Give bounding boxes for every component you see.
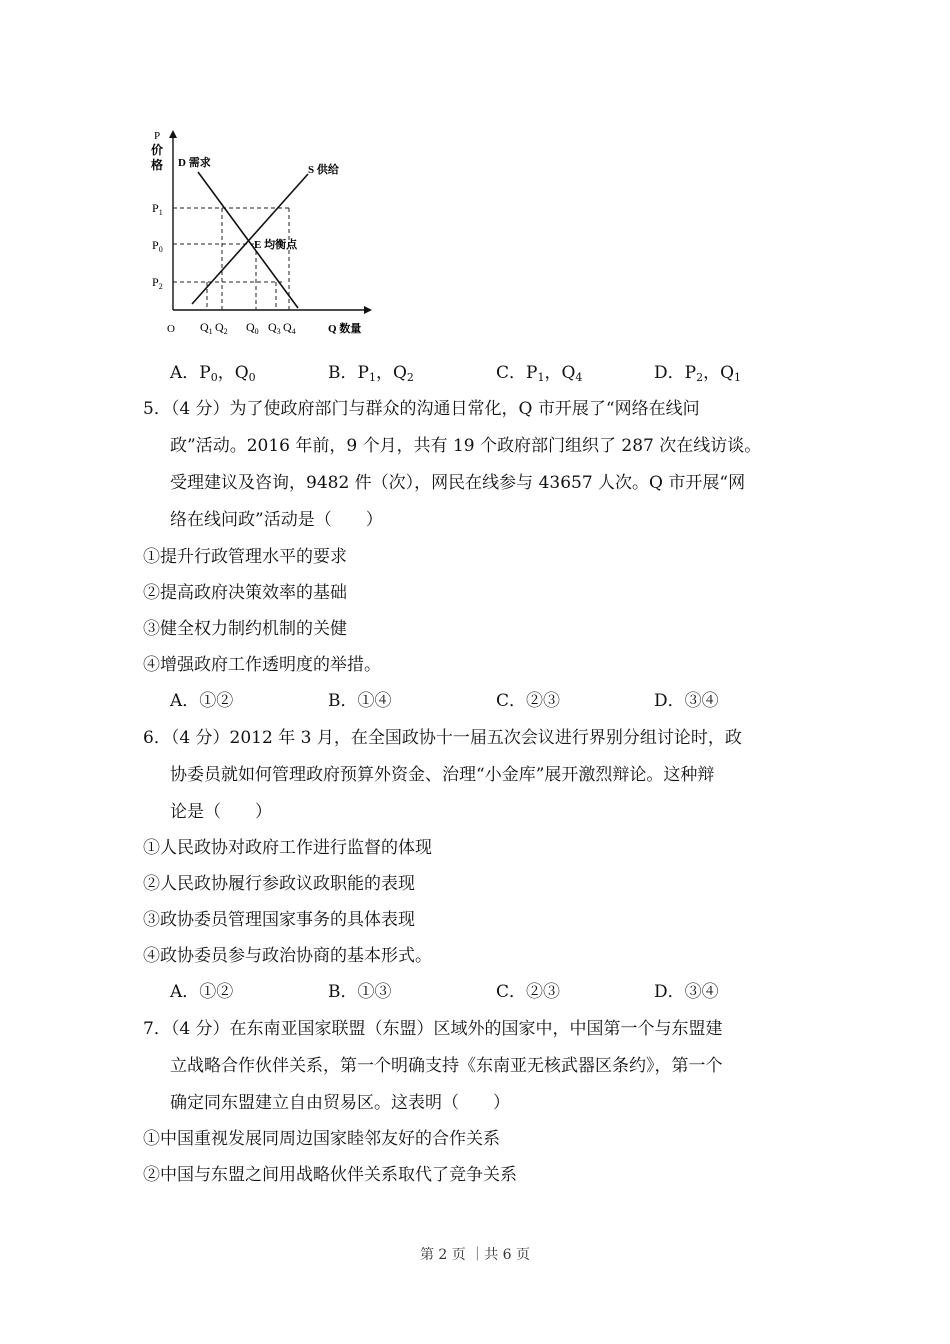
q5-text-line-3: 受理建议及咨询，9482 件（次），网民在线参与 43657 人次。Q 市开展“网 [170, 473, 746, 493]
q7-statement-2: ②中国与东盟之间用战略伙伴关系取代了竞争关系 [143, 1165, 517, 1185]
q-tick-3: $Q_3$ [268, 320, 281, 336]
x-axis-arrow [364, 306, 372, 314]
q7-text-line-3: 确定同东盟建立自由贸易区。这表明（ ） [170, 1093, 510, 1113]
q5-option-d: D．③④ [654, 691, 719, 711]
q6-statement-3: ③政协委员管理国家事务的具体表现 [143, 910, 415, 930]
q6-option-a: A．①② [170, 982, 234, 1002]
q4-option-d: D．$P_2$，$Q_1$ [654, 363, 742, 384]
graph-svg [140, 128, 380, 348]
q6-text-line-2: 协委员就如何管理政府预算外资金、治理“小金库”展开激烈辩论。这种辩 [170, 765, 715, 785]
q-tick-4: $Q_4$ [283, 320, 296, 336]
q5-statement-1: ①提升行政管理水平的要求 [143, 547, 347, 567]
curve-label-demand: D 需求 [178, 157, 211, 169]
q-tick-0: $Q_0$ [246, 320, 259, 336]
p-tick-0: $P_0$ [152, 238, 163, 254]
q4-option-c: C．$P_1$，$Q_4$ [496, 363, 583, 384]
guide-lines [173, 208, 289, 310]
y-axis-label-2: 格 [151, 158, 164, 172]
q6-text-line-1: 6．（4 分）2012 年 3 月，在全国政协十一届五次会议进行界别分组讨论时，政 [143, 728, 742, 748]
page-footer: 第 2 页 ｜共 6 页 [419, 1247, 531, 1263]
p-tick-1: $P_1$ [152, 201, 163, 217]
q5-option-b: B．①④ [328, 691, 392, 711]
q6-option-d: D．③④ [654, 982, 719, 1002]
q-tick-1: $Q_1$ [200, 320, 213, 336]
q6-option-b: B．①③ [328, 982, 392, 1002]
q4-option-a: A．$P_0$，$Q_0$ [170, 363, 256, 384]
q5-text-line-2: 政”活动。2016 年前，9 个月，共有 19 个政府部门组织了 287 次在线访谈。 [170, 436, 762, 456]
y-axis-letter: P [154, 130, 161, 142]
q6-text-line-3: 论是（ ） [170, 802, 272, 822]
q5-option-c: C．②③ [496, 691, 561, 711]
q5-statement-3: ③健全权力制约机制的关健 [143, 619, 347, 639]
q-tick-2: $Q_2$ [215, 320, 228, 336]
equilibrium-label: E 均衡点 [254, 239, 298, 251]
q4-option-b: B．$P_1$，$Q_2$ [328, 363, 414, 384]
origin-label: O [167, 323, 175, 335]
q5-statement-2: ②提高政府决策效率的基础 [143, 583, 347, 603]
curve-label-supply: S 供给 [308, 164, 339, 176]
q7-text-line-1: 7．（4 分）在东南亚国家联盟（东盟）区域外的国家中，中国第一个与东盟建 [143, 1019, 723, 1039]
p-tick-2: $P_2$ [152, 275, 163, 291]
q7-text-line-2: 立战略合作伙伴关系，第一个明确支持《东南亚无核武器区条约》，第一个 [170, 1056, 723, 1076]
q6-statement-1: ①人民政协对政府工作进行监督的体现 [143, 838, 432, 858]
q5-option-a: A．①② [170, 691, 234, 711]
q6-option-c: C．②③ [496, 982, 561, 1002]
q5-text-line-1: 5．（4 分）为了使政府部门与群众的沟通日常化，Q 市开展了“网络在线问 [143, 399, 700, 419]
y-axis-arrow [169, 130, 177, 138]
q6-statement-4: ④政协委员参与政治协商的基本形式。 [143, 946, 432, 966]
q6-statement-2: ②人民政协履行参政议政职能的表现 [143, 874, 415, 894]
y-axis-label-1: 价 [151, 143, 164, 157]
q5-text-line-4: 络在线问政”活动是（ ） [170, 510, 383, 530]
x-axis-label: Q 数量 [328, 323, 362, 335]
q5-statement-4: ④增强政府工作透明度的举措。 [143, 655, 381, 675]
q7-statement-1: ①中国重视发展同周边国家睦邻友好的合作关系 [143, 1129, 500, 1149]
supply-demand-graph [140, 128, 380, 348]
